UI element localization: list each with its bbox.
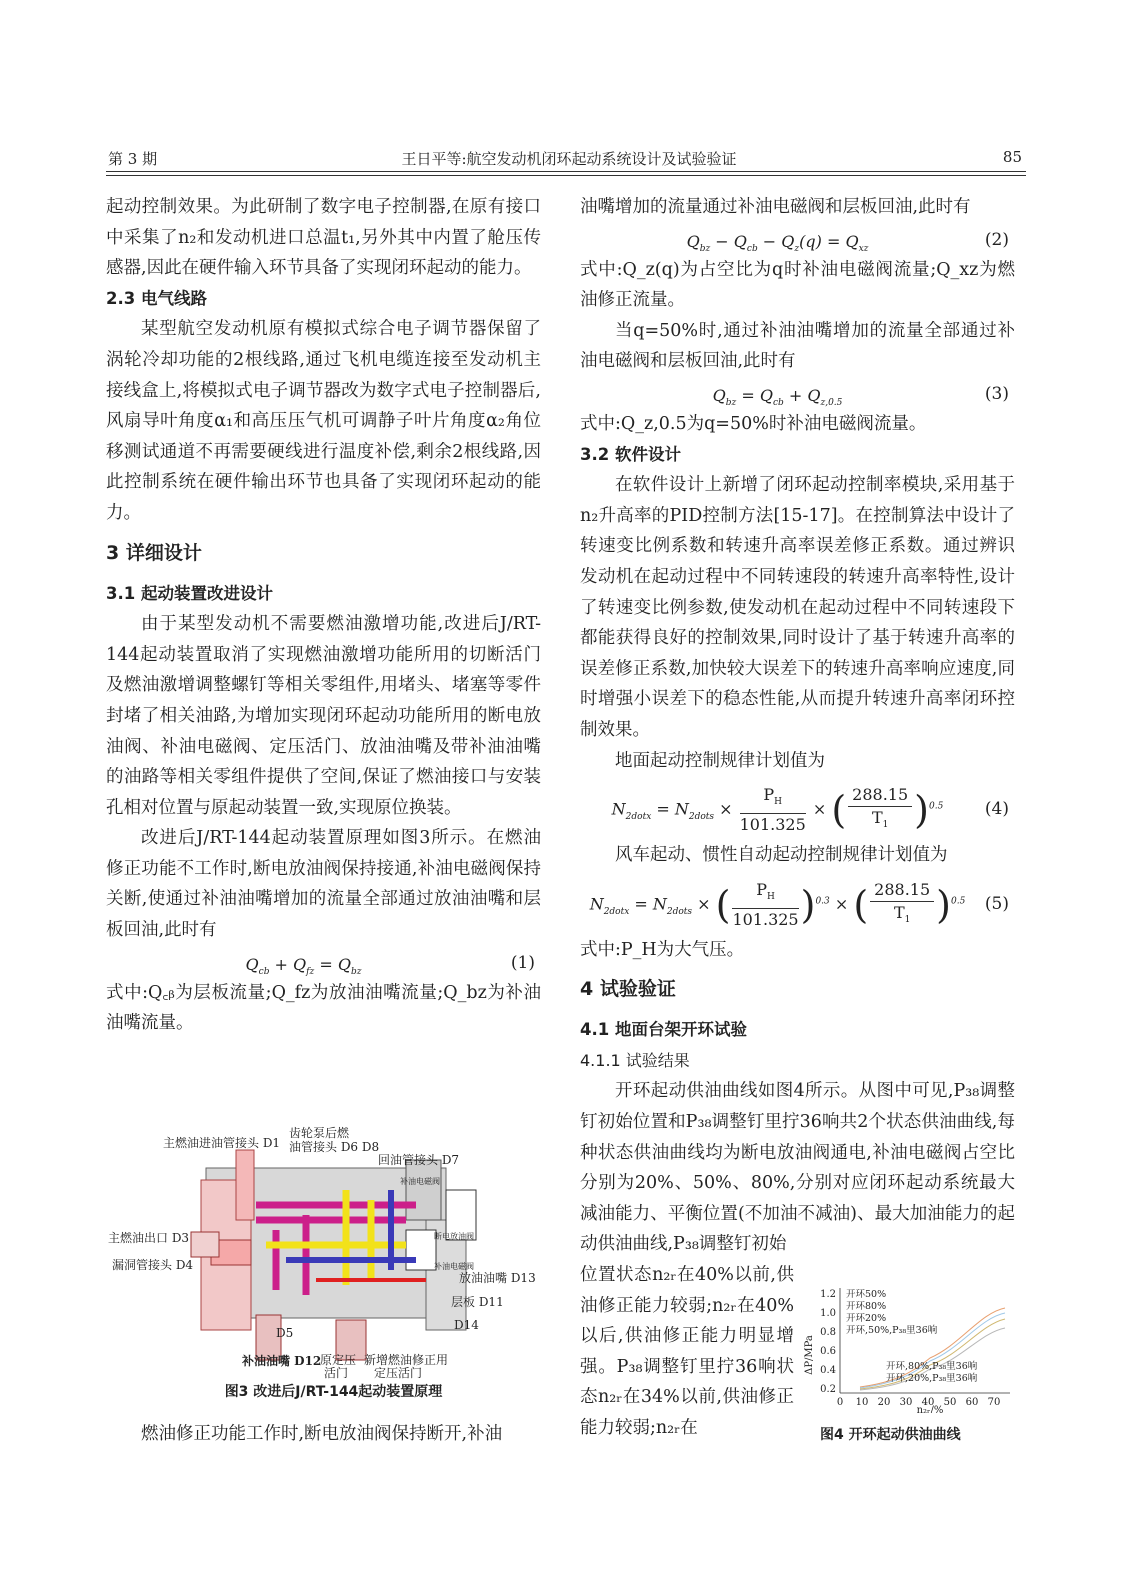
supply-curve-chart <box>800 1283 1030 1413</box>
fig3-label: 层板 D11 <box>451 1295 504 1309</box>
paragraph: 起动控制效果。为此研制了数字电子控制器,在原有接口中采集了n₂和发动机进口总温t₁,另外其中内置了舱压传感器,因此在硬件输入环节具备了实现闭环起动的能力。 <box>106 197 541 279</box>
section-heading: 2.3 电气线路 <box>106 288 207 308</box>
paragraph: 改进后J/RT-144起动装置原理如图3所示。在燃油修正功能不工作时,断电放油阀保持接通,补油电磁阀保持关断,使通过补油油嘴增加的流量全部通过放油油嘴和层板回油,此时有 <box>106 828 541 941</box>
x-axis-label: n₂ᵣ/% <box>916 1405 944 1413</box>
equation-5 <box>580 871 1015 935</box>
header-rule <box>106 171 1026 172</box>
x-tick: 30 <box>899 1397 913 1408</box>
paragraph: 位置状态n₂ᵣ在40%以前,供油修正能力较弱;n₂ᵣ在40%以后,供油修正能力明显增强。P₃₈调整钉里拧36响状态n₂ᵣ在34%以前,供油修正能力较弱;n₂ᵣ在 <box>580 1265 794 1438</box>
legend-item: 开环,50%,P₃₈里36响 <box>846 1325 938 1336</box>
y-tick: 1.0 <box>820 1308 836 1319</box>
equation-body: $Q_{bz} - Q_{cb} - Q_z(q) = Q_{xz}$ <box>686 231 869 254</box>
valve-schematic <box>106 1120 541 1380</box>
equation-1 <box>106 946 541 978</box>
fig3-label: 断电放油阀 <box>434 1232 474 1241</box>
section-heading: 3 详细设计 <box>106 541 202 564</box>
right-column <box>580 192 1015 1444</box>
fig3-label: 主燃油出口 D3 <box>108 1231 190 1245</box>
equation-4 <box>580 776 1015 840</box>
paragraph: 开环起动供油曲线如图4所示。从图中可见,P₃₈调整钉初始位置和P₃₈调整钉里拧36响共2个状态供油曲线,每种状态供油曲线均为断电放油阀通电,补油电磁阀占空比分别为20%、50%、80%,分别对应闭环起动系统最大减油能力、平衡位置(不加油不减油)、最大加油能力的起动供油曲线,P₃₈调整钉初始 <box>580 1081 1015 1255</box>
paragraph: 式中:Q꜀ᵦ为层板流量;Q_fz为放油油嘴流量;Q_bz为补油油嘴流量。 <box>106 982 541 1034</box>
legend-item: 开环80% <box>846 1301 887 1312</box>
x-tick: 0 <box>836 1397 844 1408</box>
paragraph: 由于某型发动机不需要燃油激增功能,改进后J/RT-144起动装置取消了实现燃油激增功能所用的切断活门及燃油激增调整螺钉等相关零组件,用堵头、堵塞等零件封堵了相关油路,为增加实现闭环起动功能所用的断电放油阀、补油电磁阀、定压活门、放油油嘴及带补油油嘴的油路等相关零组件提供了空间,保证了燃油接口与安装孔相对位置与原起动装置一致,实现原位换装。 <box>106 614 541 818</box>
issue-number: 第 3 期 <box>108 150 158 168</box>
equation-2 <box>580 223 1015 255</box>
x-tick: 70 <box>987 1397 1001 1408</box>
x-tick: 60 <box>965 1397 979 1408</box>
equation-number: (2) <box>984 229 1009 250</box>
figure-4-caption: 图4 开环起动供油曲线 <box>820 1427 961 1443</box>
x-tick: 10 <box>855 1397 869 1408</box>
paragraph: 式中:Q_z,0.5为q=50%时补油电磁阀流量。 <box>580 413 927 434</box>
equation-body: $N_{2dotx} = N_{2dots}$ × $\frac{P_H}{101.325}$ × ( $\frac{288.15}{T_1}$ )$^{0.5}$ <box>611 785 944 835</box>
fig3-label: 新增燃油修正用 <box>364 1353 449 1367</box>
figure-4-chart <box>800 1283 1030 1413</box>
section-heading: 4.1.1 试验结果 <box>580 1050 690 1070</box>
paragraph: 风车起动、惯性自动起动控制规律计划值为 <box>615 845 948 866</box>
equation-number: (3) <box>984 383 1009 404</box>
page-number: 85 <box>1002 148 1022 166</box>
fig3-label: D14 <box>454 1318 479 1332</box>
paragraph: 地面起动控制规律计划值为 <box>615 750 825 771</box>
figure-3-diagram <box>106 1120 541 1410</box>
y-tick: 0.2 <box>820 1384 836 1395</box>
equation-body: $Q_{cb} + Q_{fz} = Q_{bz}$ <box>245 954 362 977</box>
running-header <box>106 148 1032 170</box>
fig3-label: 回油管接头 D7 <box>378 1153 460 1167</box>
fig3-label: 主燃油进油管接头 D1 <box>163 1136 281 1150</box>
equation-number: (1) <box>510 952 535 973</box>
equation-number: (4) <box>984 799 1009 820</box>
figure-3-caption: 图3 改进后J/RT-144起动装置原理 <box>224 1384 443 1400</box>
fig3-label: 原定压 <box>320 1353 357 1367</box>
paragraph: 在软件设计上新增了闭环起动控制率模块,采用基于n₂升高率的PID控制方法[15-17]。在控制算法中设计了转速变比例系数和转速升高率误差修正系数。通过辨识发动机在起动过程中不同转速段的转速升高率特性,设计了转速变比例参数,使发动机在起动过程中不同转速段下都能获得良好的控制效果,同时设计了基于转速升高率的误差修正系数,加快较大误差下的转速升高率响应速度,同时增强小误差下的稳态性能,从而提升转速升高率闭环控制效果。 <box>580 475 1015 740</box>
left-column <box>106 192 541 1039</box>
fig3-label: 油管接头 D6 D8 <box>289 1140 380 1154</box>
equation-body: $N_{2dotx} = N_{2dots}$ × ( $\frac{P_H}{101.325}$ )$^{0.3}$ × ( $\frac{288.15}{T_1}$ )$^{0.5}$ <box>589 879 966 929</box>
fig3-label: 补油电磁阀 <box>434 1262 474 1271</box>
fig3-label: 活门 <box>324 1366 349 1380</box>
paragraph: 燃油修正功能工作时,断电放油阀保持断开,补油 <box>141 1424 503 1444</box>
equation-body: $Q_{bz} = Q_{cb} + Q_{z,0.5}$ <box>712 385 843 409</box>
legend-item: 开环,80%,P₃₈里36响 <box>886 1361 978 1372</box>
running-title: 王日平等:航空发动机闭环起动系统设计及试验验证 <box>401 150 737 168</box>
paragraph: 当q=50%时,通过补油油嘴增加的流量全部通过补油电磁阀和层板回油,此时有 <box>580 320 1015 372</box>
paragraph: 式中:Q_z(q)为占空比为q时补油电磁阀流量;Q_xz为燃油修正流量。 <box>580 259 1015 311</box>
fig3-label: 放油油嘴 D13 <box>459 1271 536 1285</box>
legend-item: 开环20% <box>846 1313 887 1324</box>
y-tick: 0.6 <box>820 1346 836 1357</box>
equation-3 <box>580 377 1015 409</box>
paragraph: 式中:P_H为大气压。 <box>580 939 745 960</box>
x-tick: 40 <box>921 1397 935 1408</box>
y-axis-label: ΔP/MPa <box>804 1335 815 1375</box>
equation-number: (5) <box>984 893 1009 914</box>
fig3-label: 漏洞管接头 D4 <box>112 1258 194 1272</box>
y-tick: 1.2 <box>820 1289 836 1300</box>
x-tick: 20 <box>877 1397 891 1408</box>
section-heading: 3.1 起动装置改进设计 <box>106 583 273 603</box>
fig3-label: 补油电磁阀 <box>400 1177 440 1186</box>
x-tick: 50 <box>943 1397 957 1408</box>
legend-item: 开环,20%,P₃₈里36响 <box>886 1373 978 1384</box>
legend-item: 开环50% <box>846 1289 887 1300</box>
paragraph: 油嘴增加的流量通过补油电磁阀和层板回油,此时有 <box>580 197 971 217</box>
fig3-label: 补油油嘴 D12 <box>242 1354 322 1368</box>
section-heading: 4 试验验证 <box>580 978 676 1001</box>
y-tick: 0.4 <box>820 1365 836 1376</box>
y-tick: 0.8 <box>820 1327 836 1338</box>
fig3-label: 定压活门 <box>374 1366 423 1380</box>
paragraph: 某型航空发动机原有模拟式综合电子调节器保留了涡轮冷却功能的2根线路,通过飞机电缆连接至发动机主接线盒上,将模拟式电子调节器改为数字式电子控制器后,风扇导叶角度α₁和高压压气机可调静子叶片角度α₂角位移测试通道不再需要硬线进行温度补偿,剩余2根线路,因此控制系统在硬件输出环节也具备了实现闭环起动的能力。 <box>106 319 541 523</box>
section-heading: 4.1 地面台架开环试验 <box>580 1020 747 1040</box>
header-rule-thin <box>106 175 1026 176</box>
fig3-label: D5 <box>276 1326 294 1340</box>
section-heading: 3.2 软件设计 <box>580 444 681 464</box>
fig3-label: 齿轮泵后燃 <box>289 1126 350 1140</box>
